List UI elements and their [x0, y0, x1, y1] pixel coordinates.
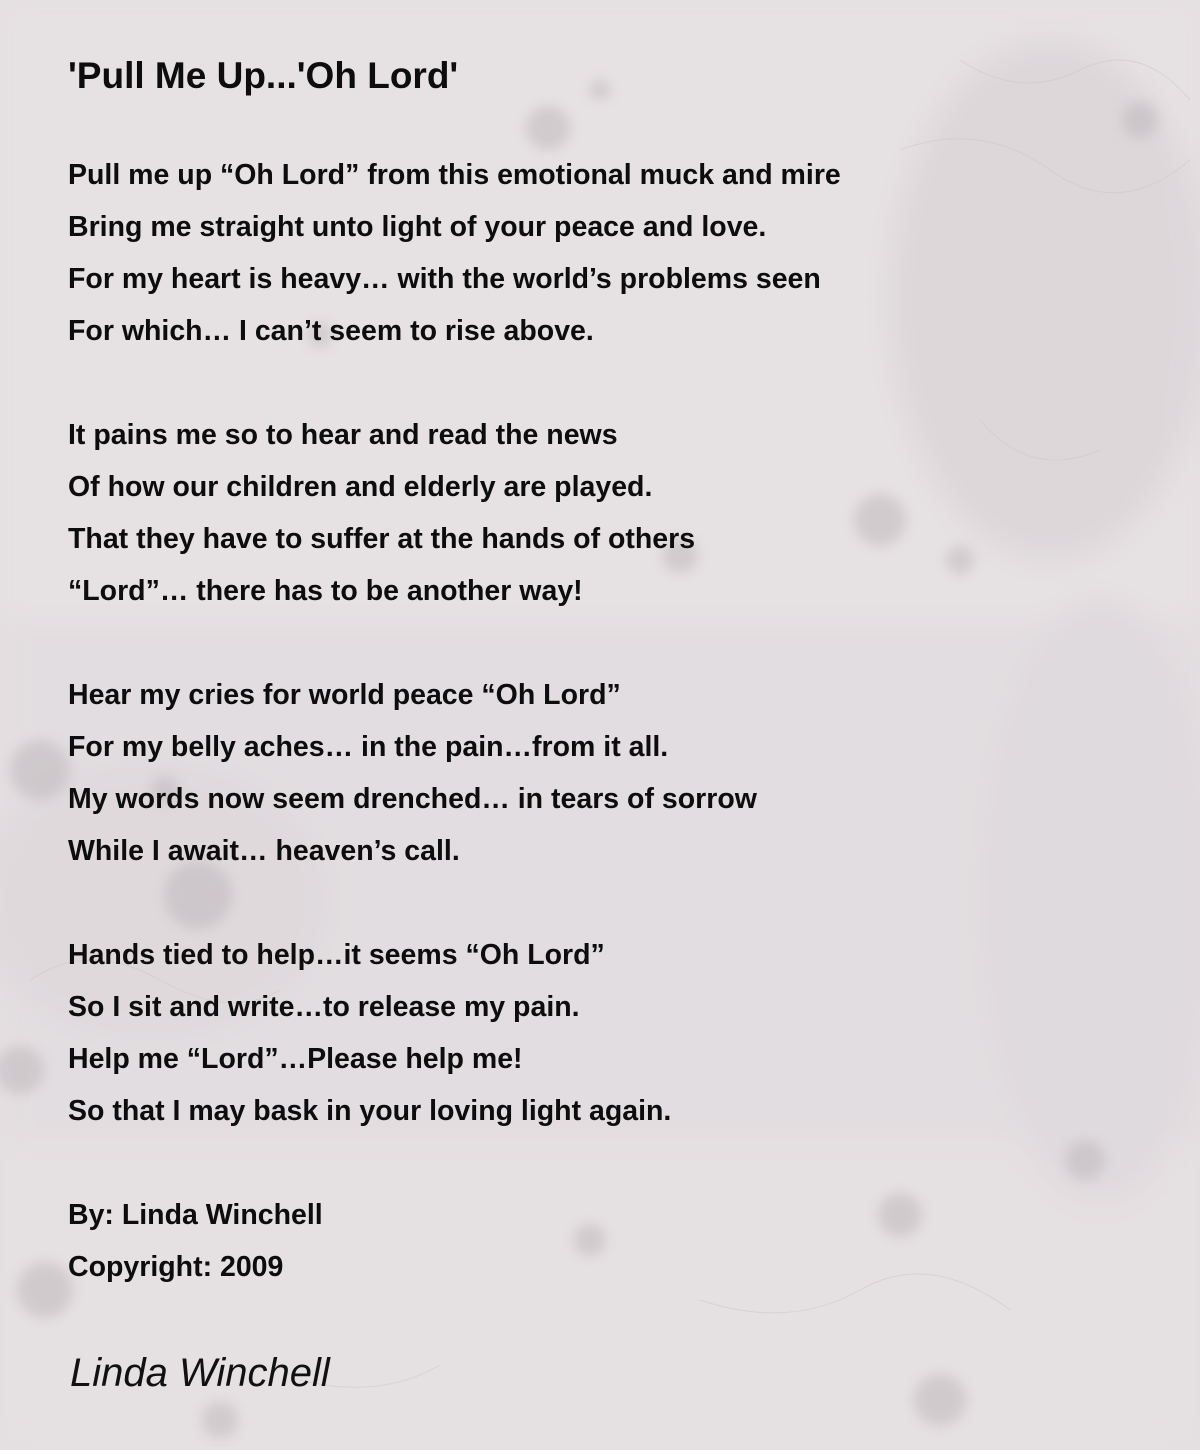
poem-body: [68, 149, 841, 1189]
stanza-4: [68, 929, 841, 1137]
poem-line: Of how our children and elderly are played.: [68, 471, 653, 503]
poem-line: It pains me so to hear and read the news: [68, 419, 618, 451]
poem-line: Pull me up “Oh Lord” from this emotional muck and mire: [68, 159, 841, 191]
poem-title: 'Pull Me Up...'Oh Lord': [68, 55, 459, 96]
poem-line: For my belly aches… in the pain…from it all.: [68, 731, 669, 763]
poem-line: My words now seem drenched… in tears of sorrow: [68, 783, 757, 815]
poem-line: While I await… heaven’s call.: [68, 835, 460, 867]
poem-line: Bring me straight unto light of your peace and love.: [68, 211, 767, 243]
poem-line: “Lord”… there has to be another way!: [68, 575, 583, 607]
poem-line: So that I may bask in your loving light again.: [68, 1095, 672, 1127]
poem-line: Hands tied to help…it seems “Oh Lord”: [68, 939, 605, 971]
poem-line: Help me “Lord”…Please help me!: [68, 1043, 523, 1075]
byline: By: Linda Winchell: [68, 1199, 323, 1231]
poem-credits: [68, 1189, 323, 1293]
poem-line: For which… I can’t seem to rise above.: [68, 315, 594, 347]
stanza-1: [68, 149, 841, 357]
poem-line: That they have to suffer at the hands of others: [68, 523, 696, 555]
poem-line: Hear my cries for world peace “Oh Lord”: [68, 679, 621, 711]
poem-line: For my heart is heavy… with the world’s problems seen: [68, 263, 821, 295]
poem-line: So I sit and write…to release my pain.: [68, 991, 580, 1023]
author-signature: Linda Winchell: [70, 1351, 330, 1395]
stanza-2: [68, 409, 841, 617]
stanza-3: [68, 669, 841, 877]
copyright-notice: Copyright: 2009: [68, 1251, 284, 1283]
